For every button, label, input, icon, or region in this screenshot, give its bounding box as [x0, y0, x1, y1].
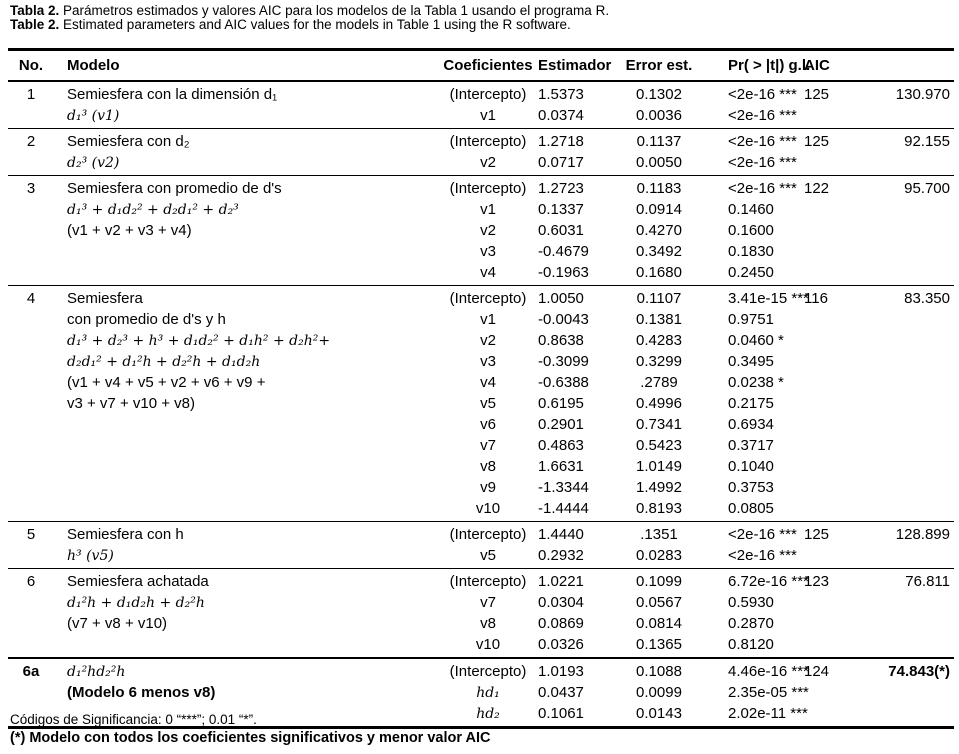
- header-coef: Coeficientes: [443, 57, 533, 74]
- std-error: 0.1183: [636, 180, 682, 197]
- model-group: [8, 82, 954, 128]
- model-description: Semiesfera achatada: [67, 573, 209, 590]
- estimate: 1.6631: [538, 458, 584, 475]
- model-description: d₁³ + d₂³ + h³ + d₁d₂² + d₁h² + d₂h²+: [67, 332, 331, 349]
- aic-value: 92.155: [904, 133, 950, 150]
- degrees-of-freedom: 124: [804, 663, 830, 680]
- std-error: 0.1088: [636, 663, 682, 680]
- estimate: 1.0050: [538, 290, 584, 307]
- std-error: 0.1381: [636, 311, 682, 328]
- p-value: 0.1460: [728, 201, 774, 218]
- model-group: [8, 129, 954, 175]
- model-description: Semiesfera con d₂: [67, 133, 190, 150]
- model-group: [8, 522, 954, 568]
- coefficient-name: v1: [480, 107, 496, 124]
- std-error: 0.1302: [636, 86, 682, 103]
- coefficient-name: v3: [480, 243, 496, 260]
- model-description: (Modelo 6 menos v8): [67, 684, 216, 701]
- degrees-of-freedom: 122: [804, 180, 830, 197]
- footnote-best-model: (*) Modelo con todos los coeficientes significativos y menor valor AIC: [10, 730, 491, 746]
- estimate: 0.1337: [538, 201, 584, 218]
- model-number: 6a: [22, 663, 40, 680]
- model-description: Semiesfera: [67, 290, 143, 307]
- header-stderr: Error est.: [625, 57, 693, 74]
- table-row: [8, 241, 954, 262]
- estimate: -0.3099: [538, 353, 589, 370]
- aic-value: 83.350: [904, 290, 950, 307]
- coefficient-name: v2: [480, 332, 496, 349]
- aic-value: 130.970: [895, 86, 950, 103]
- p-value: 6.72e-16 ***: [728, 573, 809, 590]
- coefficient-name: v7: [480, 437, 496, 454]
- table-row: [8, 330, 954, 351]
- std-error: .1351: [640, 526, 678, 543]
- estimate: 0.4863: [538, 437, 584, 454]
- table-row: [8, 634, 954, 655]
- caption-label: Tabla 2.: [10, 3, 60, 18]
- table-row: [8, 152, 954, 173]
- table-row: [8, 84, 954, 105]
- estimate: 0.0869: [538, 615, 584, 632]
- p-value: <2e-16 ***: [728, 133, 797, 150]
- degrees-of-freedom: 125: [804, 133, 830, 150]
- model-description: v3 + v7 + v10 + v8): [67, 395, 195, 412]
- std-error: 1.4992: [636, 479, 682, 496]
- p-value: 0.3753: [728, 479, 774, 496]
- std-error: 0.7341: [636, 416, 682, 433]
- estimate: -0.0043: [538, 311, 589, 328]
- coefficient-name: v3: [480, 353, 496, 370]
- p-value: 0.0805: [728, 500, 774, 517]
- estimate: -1.4444: [538, 500, 589, 517]
- std-error: 0.0283: [636, 547, 682, 564]
- estimate: 0.0437: [538, 684, 584, 701]
- p-value: 0.9751: [728, 311, 774, 328]
- estimate: 1.2723: [538, 180, 584, 197]
- coefficient-name: v9: [480, 479, 496, 496]
- coefficient-name: (Intercepto): [449, 526, 527, 543]
- estimate: -1.3344: [538, 479, 589, 496]
- coefficient-name: v1: [480, 311, 496, 328]
- estimate: 0.6031: [538, 222, 584, 239]
- model-group: [8, 176, 954, 285]
- caption-english: [10, 17, 571, 32]
- estimate: 0.0304: [538, 594, 584, 611]
- estimate: 0.0717: [538, 154, 584, 171]
- std-error: 0.0143: [636, 705, 682, 722]
- table-row: [8, 220, 954, 241]
- coefficient-name: (Intercepto): [449, 180, 527, 197]
- coefficient-name: (Intercepto): [449, 86, 527, 103]
- footnote-significance: Códigos de Significancia: 0 “***”; 0.01 “*”.: [10, 712, 257, 727]
- std-error: 0.4996: [636, 395, 682, 412]
- p-value: 0.2175: [728, 395, 774, 412]
- table-row: [8, 351, 954, 372]
- degrees-of-freedom: 123: [804, 573, 830, 590]
- model-number: 4: [26, 290, 36, 307]
- table-row: [8, 199, 954, 220]
- p-value: 2.35e-05 ***: [728, 684, 809, 701]
- model-number: 5: [26, 526, 36, 543]
- table-row: [8, 661, 954, 682]
- model-number: 6: [26, 573, 36, 590]
- estimate: 0.8638: [538, 332, 584, 349]
- std-error: 1.0149: [636, 458, 682, 475]
- coefficient-name: v5: [480, 547, 496, 564]
- std-error: 0.1099: [636, 573, 682, 590]
- estimate: 0.2901: [538, 416, 584, 433]
- model-description: Semiesfera con h: [67, 526, 184, 543]
- std-error: 0.8193: [636, 500, 682, 517]
- std-error: 0.0099: [636, 684, 682, 701]
- estimate: 1.0221: [538, 573, 584, 590]
- header-pvalue-gl: Pr( > |t|) g.l.: [728, 57, 811, 74]
- estimate: -0.1963: [538, 264, 589, 281]
- estimate: -0.6388: [538, 374, 589, 391]
- p-value: 3.41e-15 ***: [728, 290, 809, 307]
- p-value: 0.2450: [728, 264, 774, 281]
- caption-spanish: [10, 3, 609, 18]
- p-value: 0.2870: [728, 615, 774, 632]
- std-error: 0.4270: [636, 222, 682, 239]
- table-row: [8, 262, 954, 283]
- model-number: 2: [26, 133, 36, 150]
- estimate: 1.0193: [538, 663, 584, 680]
- estimate: 0.2932: [538, 547, 584, 564]
- std-error: 0.1137: [636, 133, 682, 150]
- table-row: [8, 105, 954, 126]
- p-value: 0.3495: [728, 353, 774, 370]
- coefficient-name: v2: [480, 154, 496, 171]
- estimate: 0.1061: [538, 705, 584, 722]
- std-error: 0.1107: [636, 290, 682, 307]
- coefficient-name: v6: [480, 416, 496, 433]
- model-description: d₁³ (v1): [67, 107, 120, 124]
- model-description: (v1 + v4 + v5 + v2 + v6 + v9 +: [67, 374, 266, 391]
- model-group: [8, 569, 954, 657]
- model-description: h³ (v5): [67, 547, 114, 564]
- aic-value: 95.700: [904, 180, 950, 197]
- coefficient-name: v7: [480, 594, 496, 611]
- table-row: [8, 545, 954, 566]
- estimate: -0.4679: [538, 243, 589, 260]
- table-row: [8, 178, 954, 199]
- p-value: <2e-16 ***: [728, 86, 797, 103]
- table-row: [8, 498, 954, 519]
- p-value: 0.1040: [728, 458, 774, 475]
- model-description: Semiesfera con la dimensión d₁: [67, 86, 278, 103]
- model-number: 3: [26, 180, 36, 197]
- header-estimate: Estimador: [538, 57, 612, 74]
- parameters-table: [8, 48, 954, 729]
- p-value: 0.5930: [728, 594, 774, 611]
- coefficient-name: v10: [475, 500, 501, 517]
- std-error: 0.0814: [636, 615, 682, 632]
- header-row: [8, 51, 954, 80]
- model-description: d₂d₁² + d₁²h + d₂²h + d₁d₂h: [67, 353, 261, 370]
- coefficient-name: v10: [475, 636, 501, 653]
- model-description: d₂³ (v2): [67, 154, 120, 171]
- std-error: 0.5423: [636, 437, 682, 454]
- p-value: <2e-16 ***: [728, 180, 797, 197]
- degrees-of-freedom: 125: [804, 86, 830, 103]
- header-aic: AIC: [804, 57, 830, 74]
- table-row: [8, 456, 954, 477]
- std-error: 0.3299: [636, 353, 682, 370]
- std-error: 0.3492: [636, 243, 682, 260]
- coefficient-name: (Intercepto): [449, 663, 527, 680]
- aic-value: 74.843(*): [888, 663, 950, 680]
- caption-text: Estimated parameters and AIC values for the models in Table 1 using the R software.: [59, 17, 571, 32]
- estimate: 0.0374: [538, 107, 584, 124]
- std-error: 0.0050: [636, 154, 682, 171]
- estimate: 1.2718: [538, 133, 584, 150]
- table-row: [8, 613, 954, 634]
- p-value: 0.6934: [728, 416, 774, 433]
- p-value: 0.1600: [728, 222, 774, 239]
- p-value: <2e-16 ***: [728, 526, 797, 543]
- table-row: [8, 309, 954, 330]
- estimate: 1.4440: [538, 526, 584, 543]
- model-description: (v1 + v2 + v3 + v4): [67, 222, 192, 239]
- std-error: 0.0036: [636, 107, 682, 124]
- p-value: <2e-16 ***: [728, 107, 797, 124]
- std-error: .2789: [640, 374, 678, 391]
- p-value: 2.02e-11 ***: [728, 705, 808, 722]
- table-row: [8, 288, 954, 309]
- model-group: [8, 286, 954, 521]
- p-value: 0.3717: [728, 437, 774, 454]
- coefficient-name: v4: [480, 374, 496, 391]
- p-value: 0.0460 *: [728, 332, 784, 349]
- std-error: 0.4283: [636, 332, 682, 349]
- coefficient-name: v1: [480, 201, 496, 218]
- table-row: [8, 372, 954, 393]
- model-description: (v7 + v8 + v10): [67, 615, 168, 632]
- table-row: [8, 393, 954, 414]
- degrees-of-freedom: 125: [804, 526, 830, 543]
- caption-label: Table 2.: [10, 17, 60, 32]
- model-description: d₁²hd₂²h: [67, 663, 126, 680]
- model-description: d₁²h + d₁d₂h + d₂²h: [67, 594, 205, 611]
- table-row: [8, 571, 954, 592]
- coefficient-name: hd₂: [476, 705, 500, 722]
- std-error: 0.0914: [636, 201, 682, 218]
- coefficient-name: v5: [480, 395, 496, 412]
- model-description: d₁³ + d₁d₂² + d₂d₁² + d₂³: [67, 201, 239, 218]
- table-body: [8, 82, 954, 726]
- estimate: 0.0326: [538, 636, 584, 653]
- caption-text: Parámetros estimados y valores AIC para los modelos de la Tabla 1 usando el programa R.: [59, 3, 610, 18]
- p-value: <2e-16 ***: [728, 547, 797, 564]
- coefficient-name: v8: [480, 458, 496, 475]
- p-value: 0.1830: [728, 243, 774, 260]
- estimate: 1.5373: [538, 86, 584, 103]
- degrees-of-freedom: 116: [804, 290, 828, 307]
- table-row: [8, 682, 954, 703]
- model-description: con promedio de d's y h: [67, 311, 226, 328]
- coefficient-name: (Intercepto): [449, 573, 527, 590]
- header-model: Modelo: [67, 57, 120, 74]
- aic-value: 76.811: [905, 573, 950, 590]
- model-number: 1: [26, 86, 36, 103]
- std-error: 0.1680: [636, 264, 682, 281]
- coefficient-name: (Intercepto): [449, 290, 527, 307]
- table-row: [8, 414, 954, 435]
- p-value: 0.8120: [728, 636, 774, 653]
- table-row: [8, 131, 954, 152]
- table-row: [8, 435, 954, 456]
- model-description: Semiesfera con promedio de d's: [67, 180, 282, 197]
- p-value: <2e-16 ***: [728, 154, 797, 171]
- aic-value: 128.899: [895, 526, 950, 543]
- std-error: 0.1365: [636, 636, 682, 653]
- coefficient-name: v4: [480, 264, 496, 281]
- header-no: No.: [18, 57, 44, 74]
- table-row: [8, 524, 954, 545]
- p-value: 0.0238 *: [728, 374, 784, 391]
- coefficient-name: v8: [480, 615, 496, 632]
- table-row: [8, 477, 954, 498]
- coefficient-name: (Intercepto): [449, 133, 527, 150]
- table-row: [8, 592, 954, 613]
- coefficient-name: hd₁: [476, 684, 500, 701]
- std-error: 0.0567: [636, 594, 682, 611]
- p-value: 4.46e-16 ***: [728, 663, 809, 680]
- estimate: 0.6195: [538, 395, 584, 412]
- coefficient-name: v2: [480, 222, 496, 239]
